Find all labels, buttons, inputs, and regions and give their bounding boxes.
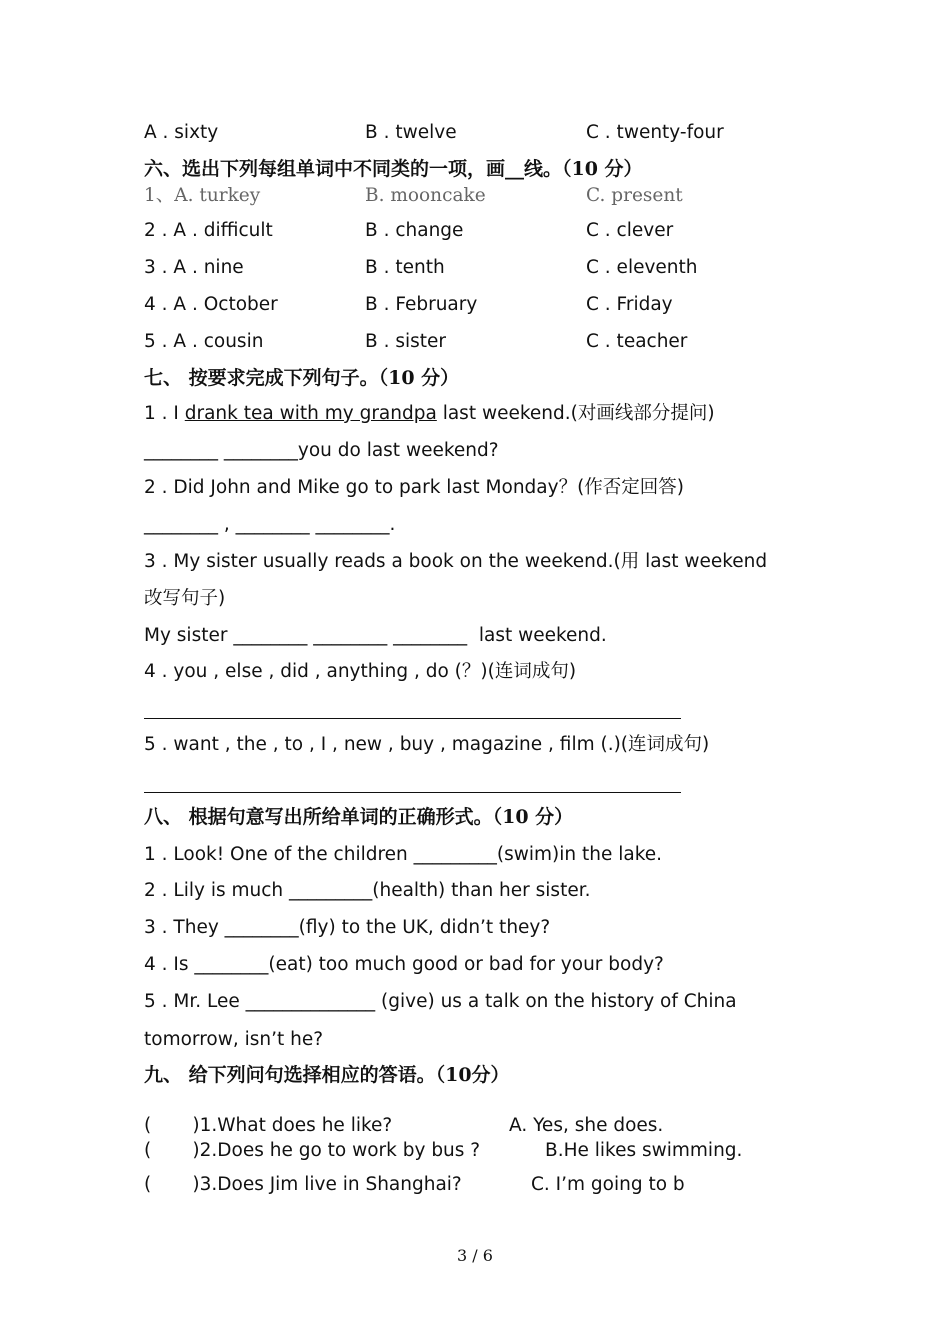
s7-answer-1: ________ ________you do last weekend?: [144, 440, 499, 461]
section-8-title: 八、 根据句意写出所给单词的正确形式。（10 分）: [144, 806, 574, 828]
s8-question-3: 3 . They ________(fly) to the UK, didn’t they?: [144, 917, 551, 938]
s8-question-5-line1: 5 . Mr. Lee ______________ (give) us a talk on the history of China: [144, 991, 737, 1012]
s6-row4-c: C . Friday: [586, 294, 673, 315]
option-a: A . sixty: [144, 122, 219, 143]
option-c: C . twenty-four: [586, 122, 724, 143]
s9-answer-c: C. I’m going to b: [531, 1174, 685, 1195]
s9-answer-a: A. Yes, she does.: [509, 1115, 664, 1136]
s6-row1-b: B. mooncake: [365, 185, 486, 206]
s7-question-4: 4 . you , else , did , anything , do (？)(连词成句): [144, 661, 577, 682]
s6-row2-a: 2 . A . difficult: [144, 220, 273, 241]
s8-question-1: 1 . Look! One of the children _________(swim)in the lake.: [144, 844, 663, 865]
s6-row2-b: B . change: [365, 220, 464, 241]
s6-row3-a: 3 . A . nine: [144, 257, 244, 278]
s7-answer-5-line: [144, 792, 681, 793]
s6-row2-c: C . clever: [586, 220, 674, 241]
s7-question-2: 2 . Did John and Mike go to park last Monday？(作否定回答): [144, 477, 685, 498]
s9-answer-b: B.He likes swimming.: [545, 1140, 743, 1161]
section-7-title: 七、 按要求完成下列句子。（10 分）: [144, 367, 460, 389]
s7-answer-4-line: [144, 718, 681, 719]
s7-answer-2: ________ , ________ ________.: [144, 514, 396, 535]
s6-row1-c: C. present: [586, 185, 683, 206]
s9-question-3: ( )3.Does Jim live in Shanghai?: [144, 1174, 462, 1195]
s7-q1-prefix: 1 . I: [144, 403, 185, 424]
s7-answer-3: My sister ________ ________ ________ last weekend.: [144, 625, 607, 646]
s9-question-1: ( )1.What does he like?: [144, 1115, 393, 1136]
s6-row1-a: 1、A. turkey: [144, 185, 261, 206]
section-6-title: 六、选出下列每组单词中不同类的一项，画__线。（10 分）: [144, 158, 643, 180]
s6-row4-a: 4 . A . October: [144, 294, 278, 315]
s6-row5-b: B . sister: [365, 331, 446, 352]
s7-question-5: 5 . want , the , to , I , new , buy , magazine , film (.)(连词成句): [144, 734, 710, 755]
s6-row3-c: C . eleventh: [586, 257, 698, 278]
s8-question-4: 4 . Is ________(eat) too much good or bad for your body?: [144, 954, 664, 975]
option-b: B . twelve: [365, 122, 457, 143]
s7-question-3-line2: 改写句子): [144, 588, 226, 609]
s7-question-3-line1: 3 . My sister usually reads a book on the weekend.(用 last weekend: [144, 551, 768, 572]
s7-q1-underlined: drank tea with my grandpa: [184, 403, 437, 424]
s9-question-2: ( )2.Does he go to work by bus ?: [144, 1140, 481, 1161]
s7-question-1: [144, 405, 715, 424]
s8-question-5-line2: tomorrow, isn’t he?: [144, 1029, 324, 1050]
page-number: 3 / 6: [457, 1246, 493, 1265]
s8-question-2: 2 . Lily is much _________(health) than her sister.: [144, 880, 591, 901]
s7-q1-suffix: last weekend.(对画线部分提问): [436, 403, 715, 424]
s6-row5-c: C . teacher: [586, 331, 688, 352]
s6-row3-b: B . tenth: [365, 257, 445, 278]
s6-row4-b: B . February: [365, 294, 478, 315]
section-9-title: 九、 给下列问句选择相应的答语。（10分）: [144, 1064, 510, 1086]
s6-row5-a: 5 . A . cousin: [144, 331, 264, 352]
